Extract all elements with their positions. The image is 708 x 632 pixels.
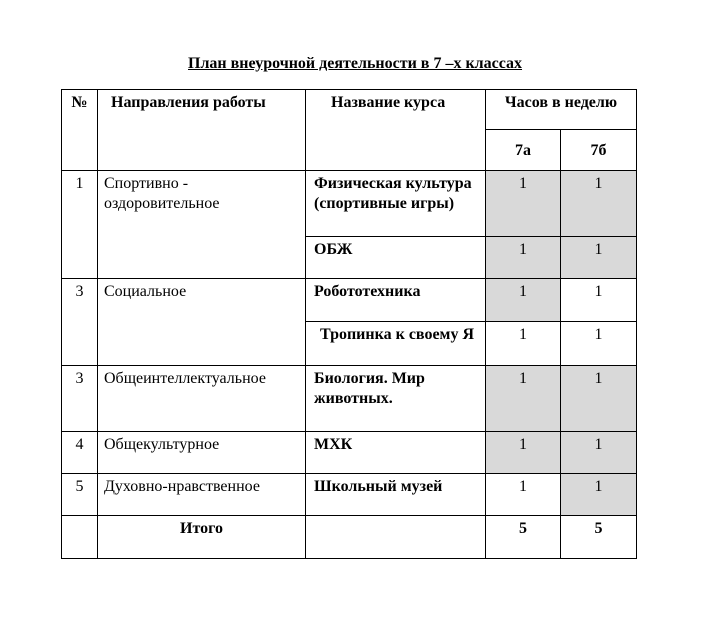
row-hours-7b: 1 <box>561 171 637 237</box>
table-row <box>62 279 637 322</box>
row-hours-7b: 1 <box>561 322 637 366</box>
activity-plan-table <box>61 89 637 559</box>
row-number: 1 <box>62 171 98 279</box>
total-hours-7a: 5 <box>486 516 561 559</box>
row-course: Тропинка к своему Я <box>306 322 486 366</box>
row-course: Физическая культура (спортивные игры) <box>306 171 486 237</box>
total-hours-7b: 5 <box>561 516 637 559</box>
row-hours-7a: 1 <box>486 171 561 237</box>
table-row <box>62 474 637 516</box>
row-course: Школьный музей <box>306 474 486 516</box>
document-title: План внеурочной деятельности в 7 –х классах <box>188 55 523 72</box>
row-hours-7b: 1 <box>561 432 637 474</box>
table-header-row <box>62 90 637 130</box>
row-hours-7a: 1 <box>486 279 561 322</box>
header-hours: Часов в неделю <box>486 90 637 130</box>
row-direction: Социальное <box>98 279 306 366</box>
row-number: 4 <box>62 432 98 474</box>
row-hours-7a: 1 <box>486 474 561 516</box>
total-row <box>62 516 637 559</box>
table-row <box>62 171 637 237</box>
total-course-cell <box>306 516 486 559</box>
table-row <box>62 432 637 474</box>
header-course: Название курса <box>306 90 486 171</box>
row-hours-7a: 1 <box>486 432 561 474</box>
row-hours-7b: 1 <box>561 279 637 322</box>
row-direction: Спортивно - оздоровительное <box>98 171 306 279</box>
row-direction: Общеинтеллектуальное <box>98 366 306 432</box>
header-direction: Направления работы <box>98 90 306 171</box>
row-hours-7a: 1 <box>486 237 561 279</box>
row-hours-7b: 1 <box>561 474 637 516</box>
row-number: 3 <box>62 279 98 366</box>
row-course: ОБЖ <box>306 237 486 279</box>
total-label: Итого <box>98 516 306 559</box>
total-number-cell <box>62 516 98 559</box>
header-class-7b: 7б <box>561 130 637 171</box>
row-direction: Общекультурное <box>98 432 306 474</box>
row-hours-7a: 1 <box>486 322 561 366</box>
row-number: 3 <box>62 366 98 432</box>
header-class-7a: 7а <box>486 130 561 171</box>
table-row <box>62 366 637 432</box>
row-course: Биология. Мир животных. <box>306 366 486 432</box>
row-hours-7b: 1 <box>561 237 637 279</box>
row-hours-7a: 1 <box>486 366 561 432</box>
row-number: 5 <box>62 474 98 516</box>
row-course: Робототехника <box>306 279 486 322</box>
row-hours-7b: 1 <box>561 366 637 432</box>
row-course: МХК <box>306 432 486 474</box>
row-direction: Духовно-нравственное <box>98 474 306 516</box>
header-number: № <box>62 90 98 171</box>
